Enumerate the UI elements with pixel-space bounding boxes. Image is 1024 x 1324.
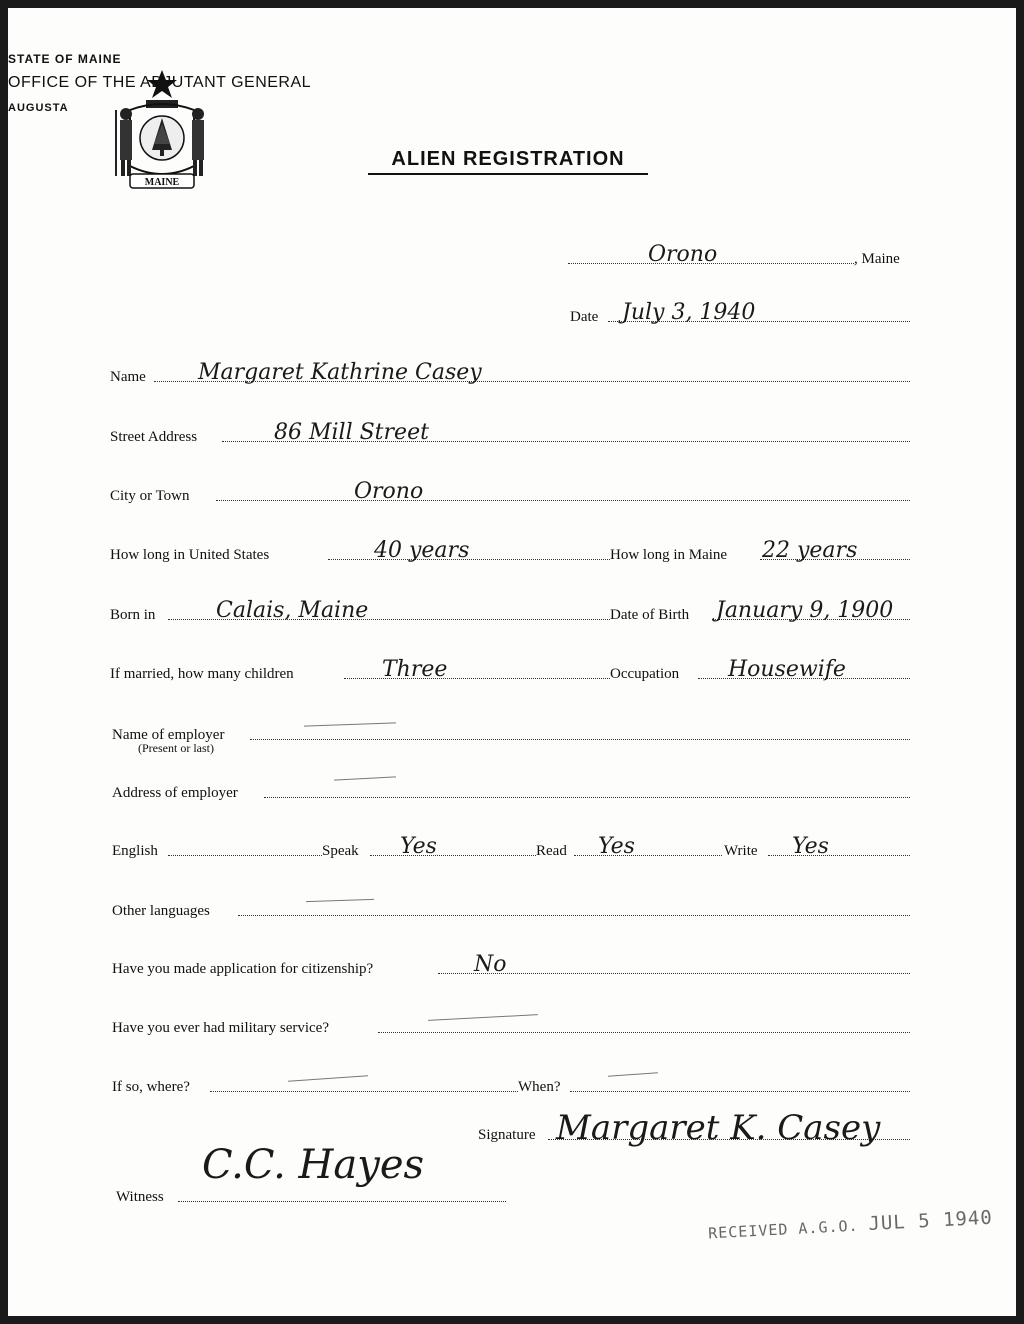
place-suffix: , Maine <box>854 251 900 267</box>
name-label: Name <box>110 369 146 385</box>
registration-form <box>8 8 1016 1316</box>
name-value: Margaret Kathrine Casey <box>198 360 482 385</box>
occupation-value: Housewife <box>728 657 846 682</box>
employer-name-label: Name of employer <box>112 727 225 743</box>
read-value: Yes <box>598 834 635 859</box>
born-in-label: Born in <box>110 607 156 623</box>
english-row <box>8 834 1016 862</box>
how-long-maine-value: 22 years <box>762 538 858 563</box>
date-row <box>8 300 1016 328</box>
date-of-birth-value: January 9, 1900 <box>716 598 894 623</box>
english-label: English <box>112 843 158 859</box>
received-stamp <box>708 1207 994 1244</box>
witness-row <box>8 1180 1016 1208</box>
read-label: Read <box>536 843 567 859</box>
citizenship-value: No <box>474 952 507 977</box>
place-value: Orono <box>648 242 718 267</box>
other-languages-row <box>8 894 1016 922</box>
signature-label: Signature <box>478 1127 536 1143</box>
when-label: When? <box>518 1079 561 1095</box>
write-label: Write <box>724 843 758 859</box>
svg-text:MAINE: MAINE <box>144 177 180 188</box>
employer-address-label: Address of employer <box>112 785 238 801</box>
other-languages-label: Other languages <box>112 903 210 919</box>
military-row <box>8 1011 1016 1039</box>
header-city: AUGUSTA <box>8 102 69 114</box>
children-value: Three <box>382 657 448 682</box>
signature-row <box>8 1108 1016 1148</box>
employer-address-row <box>8 776 1016 804</box>
date-of-birth-label: Date of Birth <box>610 607 690 623</box>
military-label: Have you ever had military service? <box>112 1020 329 1036</box>
header-office: OFFICE OF THE ADJUTANT GENERAL <box>8 74 312 91</box>
date-value: July 3, 1940 <box>622 300 756 325</box>
street-address-label: Street Address <box>110 429 198 445</box>
witness-label: Witness <box>116 1189 164 1205</box>
place-row <box>8 242 1016 270</box>
service-detail-row <box>8 1070 1016 1098</box>
children-label: If married, how many children <box>110 666 294 682</box>
header-state: STATE OF MAINE <box>8 52 122 66</box>
family-occupation-row <box>8 657 1016 685</box>
form-title: ALIEN REGISTRATION <box>368 148 648 175</box>
stamp-date: JUL 5 1940 <box>867 1206 994 1236</box>
city-row <box>8 479 1016 507</box>
city-value: Orono <box>354 479 424 504</box>
write-value: Yes <box>792 834 829 859</box>
speak-label: Speak <box>322 843 359 859</box>
occupation-label: Occupation <box>610 666 680 682</box>
citizenship-row <box>8 952 1016 980</box>
how-long-us-label: How long in United States <box>110 547 270 563</box>
signature-value: Margaret K. Casey <box>556 1108 881 1148</box>
residence-duration-row <box>8 538 1016 566</box>
street-address-row <box>8 420 1016 448</box>
employer-name-note: (Present or last) <box>138 741 214 755</box>
birth-row <box>8 598 1016 626</box>
born-in-value: Calais, Maine <box>216 598 369 623</box>
where-label: If so, where? <box>112 1079 190 1095</box>
how-long-us-value: 40 years <box>374 538 470 563</box>
date-label: Date <box>570 309 599 325</box>
name-row <box>8 360 1016 388</box>
street-address-value: 86 Mill Street <box>274 420 429 445</box>
speak-value: Yes <box>400 834 437 859</box>
citizenship-label: Have you made application for citizenship? <box>112 961 374 977</box>
how-long-maine-label: How long in Maine <box>610 547 728 563</box>
stamp-text: RECEIVED A.G.O. <box>707 1216 859 1243</box>
city-label: City or Town <box>110 488 190 504</box>
witness-signature: C.C. Hayes <box>202 1142 425 1188</box>
